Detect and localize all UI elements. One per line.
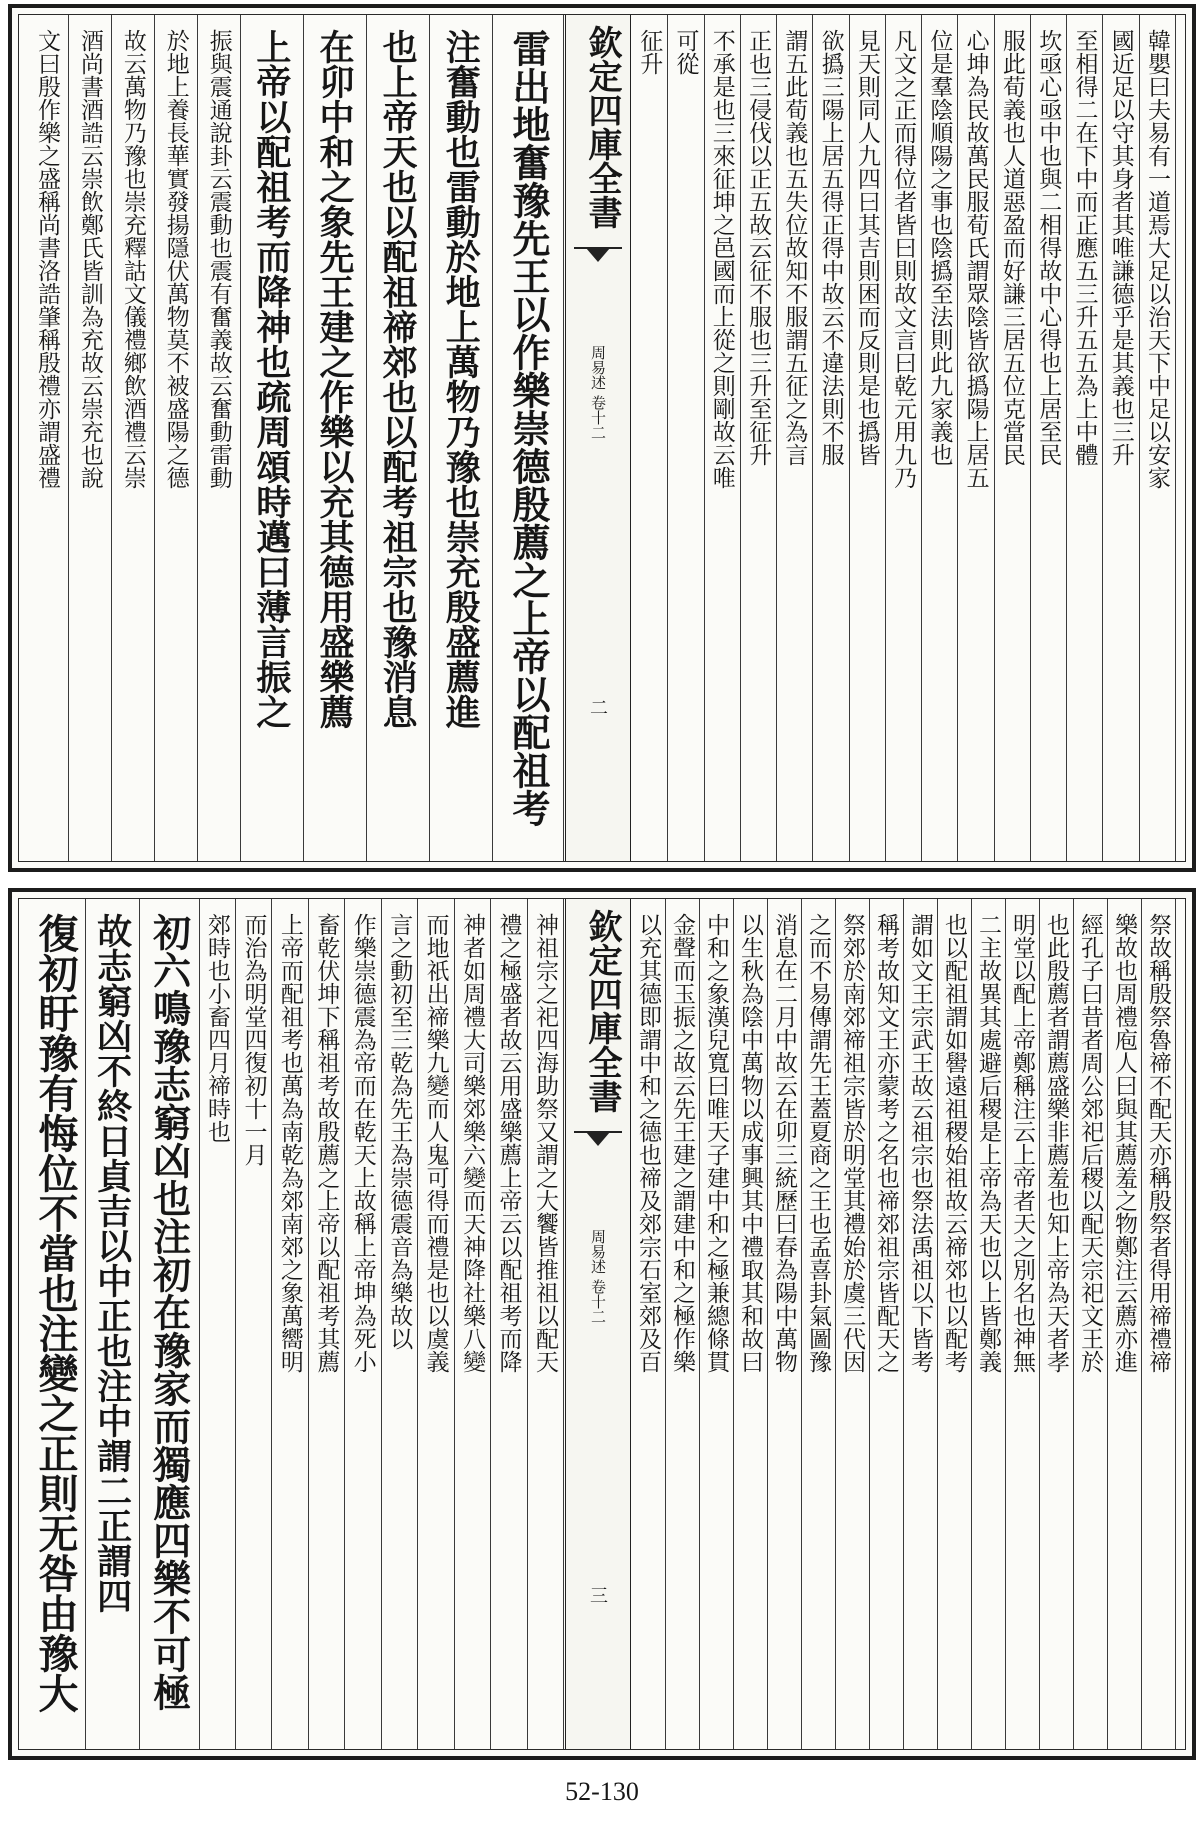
right-text-column: 稱考故知文王亦蒙考之名也禘郊祖宗皆配天之 bbox=[873, 913, 899, 1373]
right-text-column: 凡文之正而得位者皆曰則故文言曰乾元用九乃 bbox=[890, 29, 917, 489]
left-text-column: 郊時也小畜四月禘時也 bbox=[204, 913, 231, 1143]
fishtail-mark bbox=[574, 247, 622, 271]
right-text-column: 坎亟心亟中也與二相得故中心得也上居至民 bbox=[1035, 29, 1062, 466]
right-text-column: 樂故也周禮庖人曰與其薦羞之物鄭注云薦亦進 bbox=[1111, 913, 1137, 1373]
column-rule bbox=[563, 15, 564, 861]
fishtail-mark bbox=[574, 1131, 622, 1155]
left-text-column: 雷出地奮豫先王以作樂崇德殷薦之上帝以配祖考 bbox=[505, 29, 551, 827]
right-text-column: 欲撝三陽上居五得正得中故云不違法則不服 bbox=[817, 29, 844, 466]
left-text-column: 初六鳴豫志窮凶也注初在豫家而獨應四樂不可極 bbox=[146, 913, 192, 1711]
left-text-column: 神者如周禮大司樂郊樂六變而天神降社樂八變 bbox=[459, 913, 486, 1373]
left-text-column: 振與震通說卦云震動也震有奮義故云奮動雷動 bbox=[205, 29, 232, 489]
left-text-column: 故云萬物乃豫也崇充釋詁文儀禮鄉飲酒禮云崇 bbox=[119, 29, 146, 489]
left-text-column: 故志窮凶不終日貞吉以中正也注中謂二正謂四 bbox=[91, 913, 133, 1613]
left-text-column: 在卯中和之象先王建之作樂以充其德用盛樂薦 bbox=[313, 29, 355, 729]
leaf-number: 三 bbox=[590, 1586, 608, 1607]
book-title: 欽定四庫全書 bbox=[582, 25, 622, 229]
left-text-column: 文曰殷作樂之盛稱尚書洛誥肇稱殷禮亦謂盛禮 bbox=[33, 29, 60, 489]
right-text-column: 也以配祖謂如嚳遠祖稷始祖故云禘郊也以配考 bbox=[941, 913, 967, 1373]
right-text-column: 中和之象漢兒寬曰唯天子建中和之極兼總條貫 bbox=[703, 913, 729, 1373]
center-fold-column bbox=[565, 899, 631, 1749]
right-text-column: 不承是也三來征坤之邑國而上從之則剛故云唯 bbox=[708, 29, 735, 489]
page-frame bbox=[18, 14, 1186, 862]
right-text-column: 也此殷薦者謂薦盛樂非薦羞也知上帝為天者孝 bbox=[1043, 913, 1069, 1373]
right-text-column: 正也三侵伐以正五故云征不服也三升至征升 bbox=[745, 29, 772, 466]
right-text-column: 征升 bbox=[636, 29, 663, 75]
left-text-column: 上帝而配祖考也萬為南乾為郊南郊之象萬嚮明 bbox=[276, 913, 303, 1373]
volume-label: 周易述 卷十二 bbox=[589, 1229, 607, 1324]
left-text-column: 作樂崇德震為帝而在乾天上故稱上帝坤為死小 bbox=[349, 913, 376, 1373]
column-rule bbox=[563, 899, 564, 1749]
right-text-column: 之而不易傳謂先王蓋夏商之王也孟喜卦氣圖豫 bbox=[805, 913, 831, 1373]
right-text-column: 至相得二在下中而正應五三升五五為上中體 bbox=[1071, 29, 1098, 466]
left-text-column: 畜乾伏坤下稱祖考故殷薦之上帝以配祖考其薦 bbox=[313, 913, 340, 1373]
left-text-column: 於地上養長華實發揚隱伏萬物莫不被盛陽之德 bbox=[162, 29, 189, 489]
right-text-column: 位是羣陰順陽之事也陰撝至法則此九家義也 bbox=[926, 29, 953, 466]
right-text-column: 心坤為民故萬民服荀氏謂眾陰皆欲撝陽上居五 bbox=[962, 29, 989, 489]
left-text-column: 也上帝天也以配祖禘郊也以配考祖宗也豫消息 bbox=[377, 29, 419, 729]
left-text-column: 上帝以配祖考而降神也疏周頌時邁曰薄言振之 bbox=[250, 29, 292, 729]
left-text-column: 言之動初至三乾為先王為崇德震音為樂故以 bbox=[386, 913, 413, 1350]
right-text-column: 二主故異其處避后稷是上帝為天也以上皆鄭義 bbox=[975, 913, 1001, 1373]
right-text-column: 謂如文王宗武王故云祖宗也祭法禹祖以下皆考 bbox=[907, 913, 933, 1373]
page-footer-number: 52-130 bbox=[565, 1777, 639, 1806]
right-text-column: 祭郊於南郊禘祖宗皆於明堂其禮始於虞三代因 bbox=[839, 913, 865, 1373]
left-text-column: 注奮動也雷動於地上萬物乃豫也崇充殷盛薦進 bbox=[440, 29, 482, 729]
left-text-column: 而治為明堂四復初十一月 bbox=[240, 913, 267, 1166]
page-top bbox=[8, 4, 1196, 872]
page-bottom bbox=[8, 888, 1196, 1760]
right-text-column: 消息在二月中故云在卯三統歷曰春為陽中萬物 bbox=[771, 913, 797, 1373]
right-text-column: 見天則同人九四曰其吉則困而反則是也撝皆 bbox=[853, 29, 880, 466]
left-text-column: 酒尚書酒誥云崇飲鄭氏皆訓為充故云崇充也說 bbox=[76, 29, 103, 489]
right-text-column: 經孔子曰昔者周公郊祀后稷以配天宗祀文王於 bbox=[1077, 913, 1103, 1373]
right-text-column: 服此荀義也人道惡盈而好謙三居五位克當民 bbox=[998, 29, 1025, 466]
right-text-column: 國近足以守其身者其唯謙德乎是其義也三升 bbox=[1107, 29, 1134, 466]
right-text-column: 祭故稱殷祭魯禘不配天亦稱殷祭者得用禘禮禘 bbox=[1145, 913, 1171, 1373]
right-text-column: 可從 bbox=[672, 29, 699, 75]
right-text-column: 以充其德即謂中和之德也禘及郊宗石室郊及百 bbox=[635, 913, 661, 1373]
right-text-column: 明堂以配上帝鄭稱注云上帝者天之別名也神無 bbox=[1009, 913, 1035, 1373]
right-text-column: 金聲而玉振之故云先王建之謂建中和之極作樂 bbox=[669, 913, 695, 1373]
left-text-column: 復初盱豫有悔位不當也注變之正則无咎由豫大 bbox=[32, 913, 80, 1713]
right-text-column: 以生秋為陰中萬物以成事興其中禮取其和故曰 bbox=[737, 913, 763, 1373]
left-text-column: 神祖宗之祀四海助祭又謂之大饗皆推祖以配天 bbox=[531, 913, 558, 1373]
left-text-column: 而地祇出禘樂九變而人鬼可得而禮是也以虞義 bbox=[422, 913, 449, 1373]
left-text-column: 禮之極盛者故云用盛樂薦上帝云以配祖考而降 bbox=[495, 913, 522, 1373]
column-rule bbox=[1175, 15, 1176, 861]
right-text-column: 謂五此荀義也五失位故知不服謂五征之為言 bbox=[781, 29, 808, 466]
page-frame bbox=[18, 898, 1186, 1750]
center-fold-column bbox=[565, 15, 631, 861]
volume-label: 周易述 卷十二 bbox=[589, 345, 607, 440]
right-text-column: 韓嬰曰夫易有一道焉大足以治天下中足以安家 bbox=[1143, 29, 1170, 489]
leaf-number: 二 bbox=[590, 698, 608, 719]
column-rule bbox=[1175, 899, 1176, 1749]
book-title: 欽定四庫全書 bbox=[582, 909, 622, 1113]
